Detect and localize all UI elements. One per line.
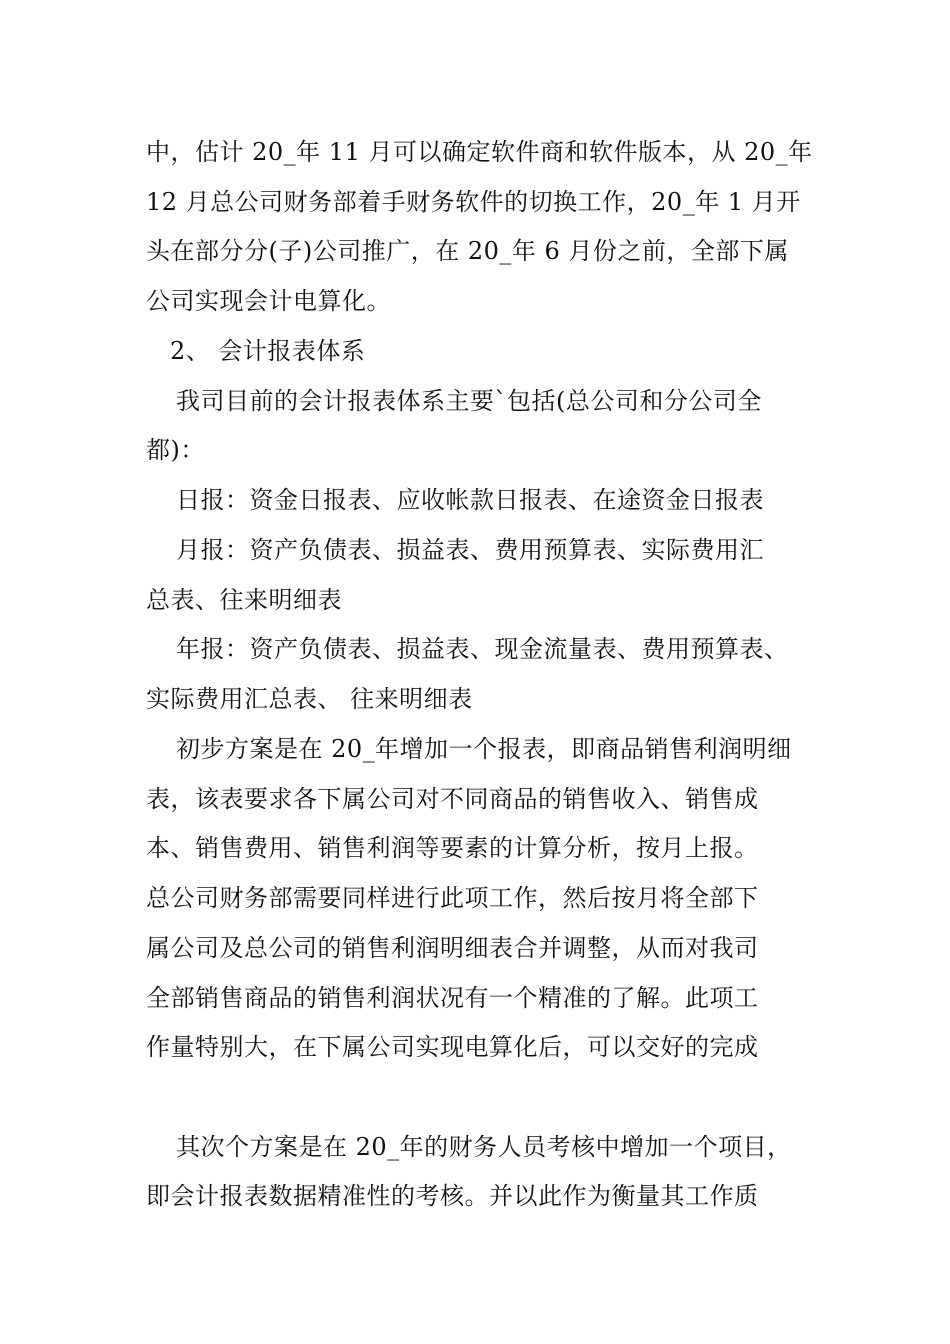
paragraph-line: 公司实现会计电算化。 <box>146 287 391 315</box>
paragraph-line: 作量特别大，在下属公司实现电算化后，可以交好的完成 <box>146 1033 759 1061</box>
list-item-annual: 年报：资产负债表、损益表、现金流量表、费用预算表、 <box>176 635 789 663</box>
paragraph-line: 本、销售费用、销售利润等要素的计算分析，按月上报。 <box>146 834 759 862</box>
paragraph-line: 总表、往来明细表 <box>146 586 342 614</box>
paragraph-line: 头在部分分(子)公司推广，在 20_年 6 月份之前，全部下属 <box>146 237 789 265</box>
paragraph-line: 全部销售商品的销售利润状况有一个精准的了解。此项工 <box>146 984 759 1012</box>
paragraph-line: 属公司及总公司的销售利润明细表合并调整，从而对我司 <box>146 934 759 962</box>
list-item-monthly: 月报：资产负债表、损益表、费用预算表、实际费用汇 <box>176 536 764 564</box>
paragraph-line: 初步方案是在 20_年增加一个报表，即商品销售利润明细 <box>176 735 792 763</box>
paragraph-line: 我司目前的会计报表体系主要`包括(总公司和分公司全 <box>176 387 762 415</box>
paragraph-line: 中，估计 20_年 11 月可以确定软件商和软件版本，从 20_年 <box>146 138 813 166</box>
paragraph-line: 12 月总公司财务部着手财务软件的切换工作，20_年 1 月开 <box>146 188 801 216</box>
list-item-daily: 日报：资金日报表、应收帐款日报表、在途资金日报表 <box>176 486 764 514</box>
paragraph-line: 即会计报表数据精准性的考核。并以此作为衡量其工作质 <box>146 1182 759 1210</box>
paragraph-line: 表，该表要求各下属公司对不同商品的销售收入、销售成 <box>146 785 759 813</box>
paragraph-line: 都)： <box>146 436 205 464</box>
paragraph-line: 其次个方案是在 20_年的财务人员考核中增加一个项目， <box>176 1133 792 1161</box>
paragraph-line: 实际费用汇总表、 往来明细表 <box>146 685 473 713</box>
section-heading: 2、 会计报表体系 <box>170 337 366 365</box>
paragraph-line: 总公司财务部需要同样进行此项工作，然后按月将全部下 <box>146 884 759 912</box>
